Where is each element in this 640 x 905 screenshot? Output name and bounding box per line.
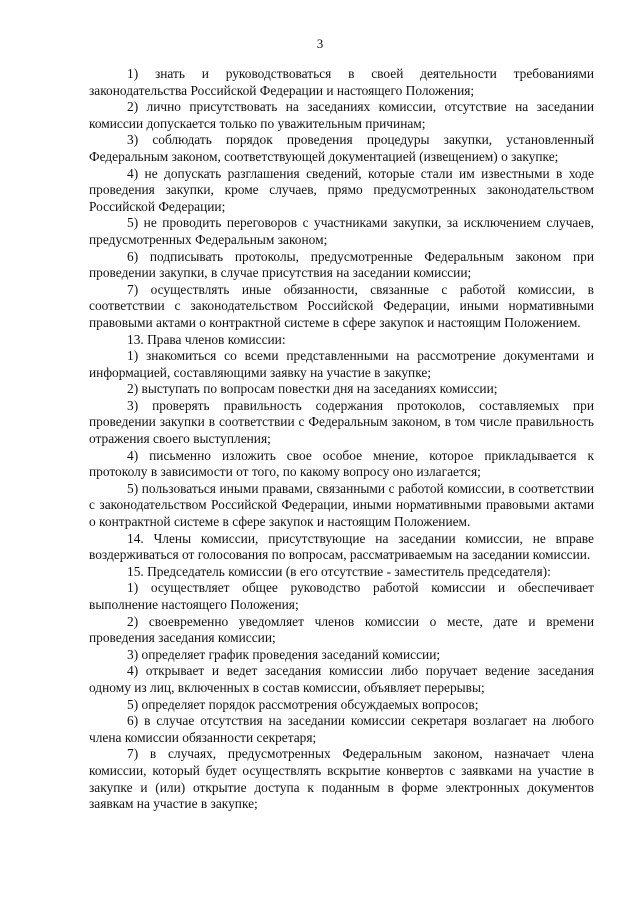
paragraph: 7) осуществлять иные обязанности, связанные с работой комиссии, в соответствии с законодательством Российской Федерации, иными нормативными правовыми актами о контрактной системе в сфере закупок и настоящим Положением. bbox=[89, 281, 594, 330]
paragraph: 3) соблюдать порядок проведения процедуры закупки, установленный Федеральным законом, соответствующей документацией (извещением) о закупке; bbox=[89, 132, 594, 164]
paragraph: 2) лично присутствовать на заседаниях комиссии, отсутствие на заседании комиссии допускается только по уважительным причинам; bbox=[89, 99, 594, 131]
paragraph: 6) в случае отсутствия на заседании комиссии секретаря возлагает на любого члена комиссии обязанности секретаря; bbox=[89, 713, 594, 745]
paragraph: 4) письменно изложить свое особое мнение, которое прикладывается к протоколу в зависимости от того, по какому вопросу оно излагается; bbox=[89, 447, 594, 480]
paragraph: 5) определяет порядок рассмотрения обсуждаемых вопросов; bbox=[127, 696, 479, 712]
paragraph: 3) проверять правильность содержания протоколов, составляемых при проведении закупки в соответствии с Федеральным законом, в том числе правильность отражения своего выступления; bbox=[89, 397, 594, 447]
page-number: 3 bbox=[316, 36, 324, 51]
document-body bbox=[89, 66, 594, 813]
paragraph: 5) пользоваться иными правами, связанными с работой комиссии, в соответствии с законодательством Российской Федерации, иными нормативными правовыми актами о контрактной системе в сфере закупок и настоящим Положением. bbox=[89, 480, 594, 530]
paragraph: 4) открывает и ведет заседания комиссии либо поручает ведение заседания одному из лиц, включенных в состав комиссии, объявляет перерывы; bbox=[89, 663, 594, 695]
section-heading: 13. Права членов комиссии: bbox=[127, 331, 286, 347]
paragraph: 7) в случаях, предусмотренных Федеральным законом, назначает члена комиссии, который будет осуществлять вскрытие конвертов с заявками на участие в закупке и (или) открытие доступа к поданным в форме электронных документов заявкам на участие в закупке; bbox=[89, 746, 594, 812]
paragraph: 1) знать и руководствоваться в своей деятельности требованиями законодательства Российской Федерации и настоящего Положения; bbox=[89, 66, 594, 98]
paragraph: 1) осуществляет общее руководство работой комиссии и обеспечивает выполнение настоящего Положения; bbox=[89, 580, 594, 612]
paragraph: 2) своевременно уведомляет членов комиссии о месте, дате и времени проведения заседания комиссии; bbox=[89, 613, 594, 646]
paragraph: 5) не проводить переговоров с участниками закупки, за исключением случаев, предусмотренных Федеральным законом; bbox=[89, 215, 594, 247]
paragraph: 6) подписывать протоколы, предусмотренные Федеральным законом при проведении закупки, в случае присутствия на заседании комиссии; bbox=[89, 248, 594, 281]
paragraph: 1) знакомиться со всеми представленными на рассмотрение документами и информацией, составляющими заявку на участие в закупке; bbox=[89, 348, 594, 380]
paragraph: 4) не допускать разглашения сведений, которые стали им известными в ходе проведения закупки, кроме случаев, прямо предусмотренных законодательством Российской Федерации; bbox=[89, 165, 594, 214]
paragraph: 14. Члены комиссии, присутствующие на заседании комиссии, не вправе воздерживаться от голосования по вопросам, рассматриваемым на заседании комиссии. bbox=[89, 530, 594, 563]
paragraph: 2) выступать по вопросам повестки дня на заседаниях комиссии; bbox=[127, 381, 498, 397]
paragraph: 3) определяет график проведения заседаний комиссии; bbox=[127, 646, 441, 662]
section-heading: 15. Председатель комиссии (в его отсутствие - заместитель председателя): bbox=[127, 563, 551, 579]
